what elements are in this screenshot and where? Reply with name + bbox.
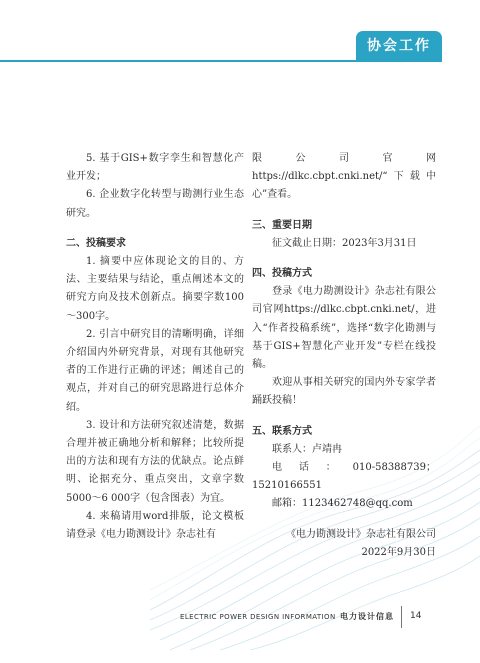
signature-date: 2022年9月30日 <box>361 546 436 558</box>
deadline-text: 征文截止日期：2023年3月31日 <box>272 237 417 249</box>
requirement-3: 3. 设计和方法研究叙述清楚，数据合理并被正确地分析和解释；比较所提出的方法和现有方法的优缺点。论点鲜明、论据充分、重点突出，文章字数5000～6 000字（包含图表）为宜。 <box>66 419 244 504</box>
section-heading-requirements: 二、投稿要求 <box>66 237 126 249</box>
welcome-text: 欢迎从事相关研究的国内外专家学者踊跃投稿！ <box>252 377 436 407</box>
signature-org: 《电力勘测设计》杂志社有限公司 <box>286 528 436 540</box>
requirement-1: 1. 摘要中应体现论文的目的、方法、主要结果与结论，重点阐述本文的研究方向及技术创新点。摘要字数100～300字。 <box>66 256 244 322</box>
footer-divider <box>401 606 402 628</box>
section-heading-contact: 五、联系方式 <box>252 425 312 437</box>
left-column <box>66 150 244 544</box>
requirement-4-continued: 限公司官网https://dlkc.cbpt.cnki.net/“下载中心”查看。 <box>252 153 436 201</box>
requirement-2: 2. 引言中研究目的清晰明确，详细介绍国内外研究背景，对现有其他研究者的工作进行正确的评述；阐述自己的观点，并对自己的研究思路进行总体介绍。 <box>66 328 244 413</box>
requirement-4: 4. 来稿请用word排版，论文模板请登录《电力勘测设计》杂志社有 <box>66 510 244 541</box>
section-heading-dates: 三、重要日期 <box>252 219 312 231</box>
contact-person: 联系人：卢靖冉 <box>272 443 342 455</box>
contact-phone: 电话：010-58388739；15210166551 <box>252 462 436 492</box>
contact-email: 邮箱：1123462748@qq.com <box>272 498 413 510</box>
topic-item-6: 6. 企业数字化转型与勘测行业生态研究。 <box>66 189 244 219</box>
section-tab: 协会工作 <box>356 31 442 62</box>
right-column <box>252 150 436 562</box>
topic-item-5: 5. 基于GIS+数字孪生和智慧化产业开发； <box>66 153 244 183</box>
page-number: 14 <box>410 611 422 621</box>
footer-journal-en: ELECTRIC POWER DESIGN INFORMATION <box>180 613 336 621</box>
submission-text: 登录《电力勘测设计》杂志社有限公司官网https://dlkc.cbpt.cnki.net/，进入“作者投稿系统”，选择“数字化勘测与基于GIS+智慧化产业开发”专栏在线投稿。 <box>252 286 436 371</box>
footer-journal-cn: 电力设计信息 <box>340 612 394 621</box>
section-heading-submission: 四、投稿方式 <box>252 268 312 280</box>
